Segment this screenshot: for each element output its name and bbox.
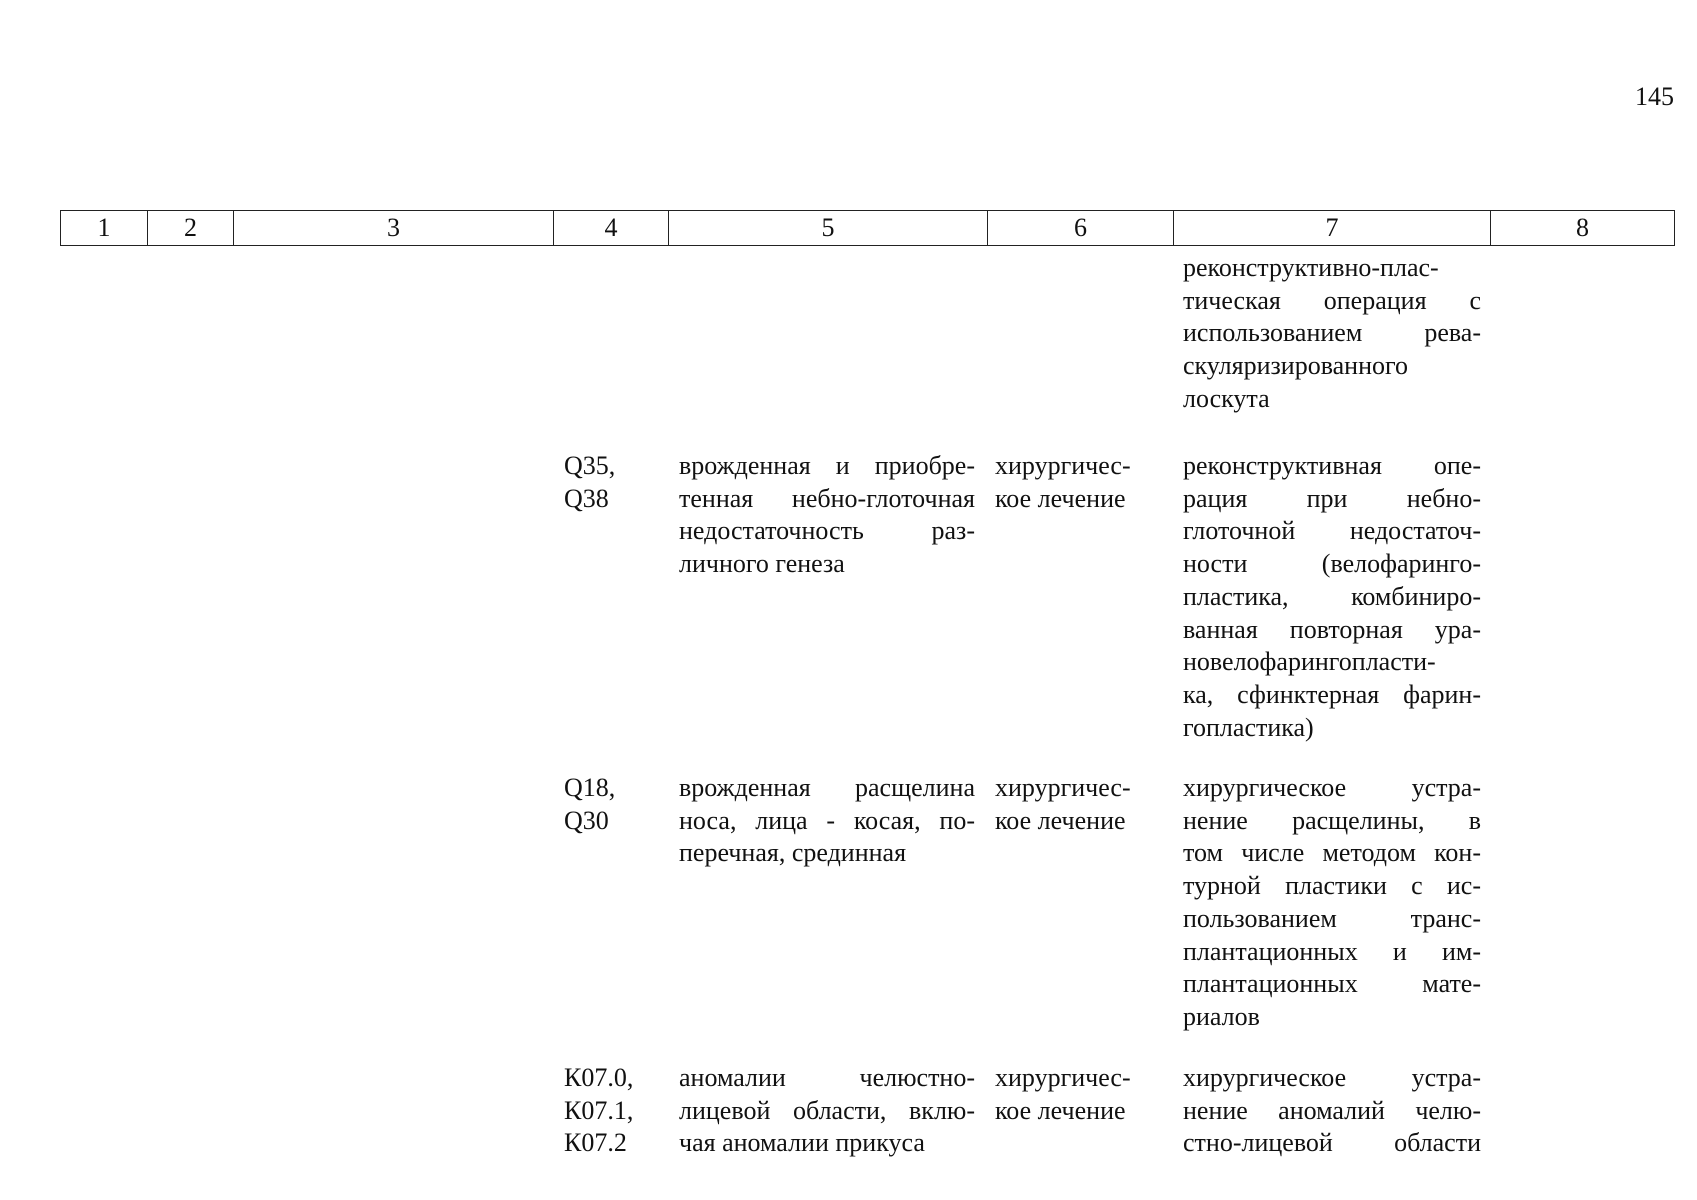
header-col-3: 3 bbox=[234, 211, 554, 246]
treatment-line: хирургичес- bbox=[995, 773, 1131, 802]
treatment-line: кое лечение bbox=[995, 483, 1126, 513]
code-line: К07.1, bbox=[564, 1095, 634, 1125]
page-number: 145 bbox=[1635, 82, 1674, 111]
method-line: рация при небно- bbox=[1183, 483, 1481, 513]
method-line: плантационных и им- bbox=[1183, 936, 1481, 966]
row-2-treatment bbox=[995, 772, 1155, 837]
treatment-line: хирургичес- bbox=[995, 1063, 1131, 1092]
header-col-7: 7 bbox=[1174, 211, 1491, 246]
method-line: ванная повторная ура- bbox=[1183, 614, 1481, 644]
method-line: плантационных мате- bbox=[1183, 969, 1481, 999]
method-line: лоскута bbox=[1183, 383, 1270, 413]
method-line: хирургическое устра- bbox=[1183, 1063, 1481, 1092]
diagnosis-line: врожденная и приобре- bbox=[679, 451, 975, 480]
diagnosis-line: недостаточность раз- bbox=[679, 516, 975, 546]
diagnosis-line: тенная небно-глоточная bbox=[679, 483, 975, 513]
row-2-diagnosis bbox=[679, 772, 975, 870]
diagnosis-line: перечная, срединная bbox=[679, 838, 907, 868]
row-3-treatment bbox=[995, 1062, 1155, 1127]
diagnosis-line: личного генеза bbox=[679, 549, 845, 579]
method-line: реконструктивно-плас- bbox=[1183, 253, 1439, 282]
header-col-8: 8 bbox=[1491, 211, 1675, 246]
method-line: стно-лицевой области bbox=[1183, 1128, 1481, 1158]
treatment-line: хирургичес- bbox=[995, 451, 1131, 480]
code-line: Q18, bbox=[564, 773, 616, 802]
header-col-6: 6 bbox=[988, 211, 1174, 246]
method-line: реконструктивная опе- bbox=[1183, 451, 1481, 480]
method-line: ности (велофаринго- bbox=[1183, 549, 1481, 579]
row-1-method bbox=[1183, 450, 1481, 744]
method-line: гопластика) bbox=[1183, 712, 1314, 742]
header-col-1: 1 bbox=[61, 211, 148, 246]
code-line: Q30 bbox=[564, 805, 609, 835]
diagnosis-line: лицевой области, вклю- bbox=[679, 1095, 975, 1125]
code-line: Q35, bbox=[564, 451, 616, 480]
row-1-codes bbox=[564, 450, 664, 515]
code-line: К07.0, bbox=[564, 1063, 634, 1092]
row-1-diagnosis bbox=[679, 450, 975, 581]
treatment-line: кое лечение bbox=[995, 805, 1126, 835]
header-col-4: 4 bbox=[554, 211, 669, 246]
method-line: использованием рева- bbox=[1183, 318, 1481, 348]
treatment-line: кое лечение bbox=[995, 1095, 1126, 1125]
row-1-treatment bbox=[995, 450, 1155, 515]
method-line: пользованием транс- bbox=[1183, 903, 1481, 933]
method-line: хирургическое устра- bbox=[1183, 773, 1481, 802]
method-line: турной пластики с ис- bbox=[1183, 871, 1481, 901]
method-line: глоточной недостаточ- bbox=[1183, 516, 1481, 546]
method-line: пластика, комбиниро- bbox=[1183, 581, 1481, 611]
code-line: Q38 bbox=[564, 483, 609, 513]
method-line: нение аномалий челю- bbox=[1183, 1095, 1481, 1125]
row-3-diagnosis bbox=[679, 1062, 975, 1160]
diagnosis-line: носа, лица - косая, по- bbox=[679, 805, 975, 835]
row-0-method bbox=[1183, 252, 1481, 416]
method-line: риалов bbox=[1183, 1001, 1260, 1031]
header-col-2: 2 bbox=[148, 211, 234, 246]
row-2-method bbox=[1183, 772, 1481, 1034]
code-line: К07.2 bbox=[564, 1128, 627, 1158]
row-3-codes bbox=[564, 1062, 664, 1160]
column-number-header bbox=[60, 210, 1675, 246]
header-col-5: 5 bbox=[669, 211, 988, 246]
diagnosis-line: врожденная расщелина bbox=[679, 773, 975, 802]
row-2-codes bbox=[564, 772, 664, 837]
method-line: нение расщелины, в bbox=[1183, 805, 1481, 835]
method-line: том числе методом кон- bbox=[1183, 838, 1481, 868]
diagnosis-line: чая аномалии прикуса bbox=[679, 1128, 925, 1158]
method-line: ка, сфинктерная фарин- bbox=[1183, 679, 1481, 709]
method-line: скуляризированного bbox=[1183, 351, 1409, 381]
diagnosis-line: аномалии челюстно- bbox=[679, 1063, 975, 1092]
row-3-method bbox=[1183, 1062, 1481, 1160]
method-line: новелофарингопласти- bbox=[1183, 647, 1436, 677]
method-line: тическая операция с bbox=[1183, 285, 1481, 315]
